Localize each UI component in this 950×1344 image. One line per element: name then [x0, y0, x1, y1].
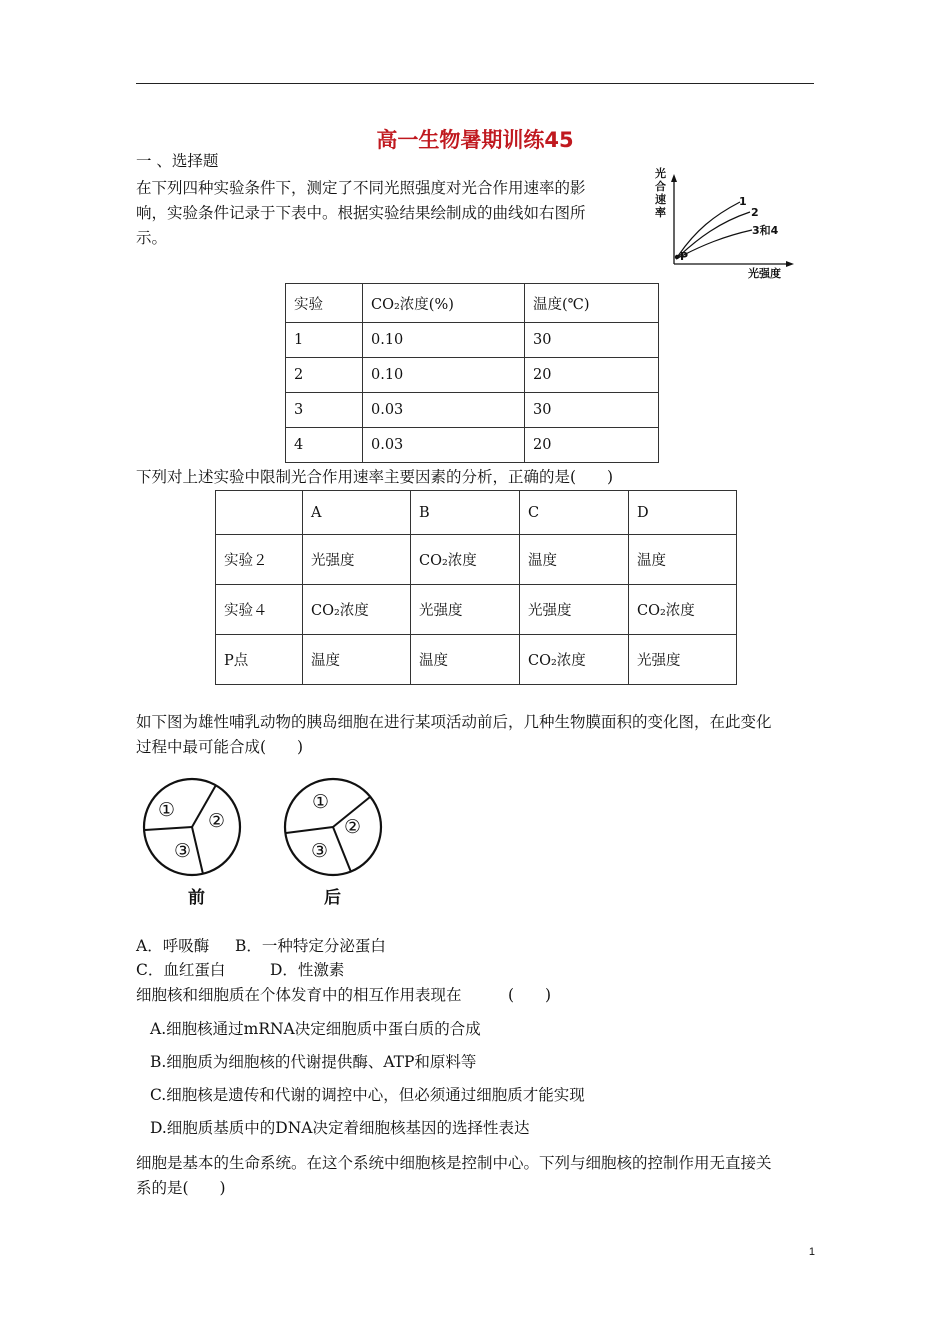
- table-cell: 光强度: [303, 535, 411, 585]
- graph-curve-label-1: 1: [739, 195, 747, 208]
- table-cell: 3: [286, 393, 363, 428]
- table-row: [286, 323, 659, 358]
- table-row: [286, 358, 659, 393]
- membrane-area-pies: [140, 775, 390, 915]
- page-number: 1: [808, 1246, 815, 1258]
- table-cell: 温度: [520, 535, 629, 585]
- analysis-header-cell: D: [629, 491, 737, 535]
- table-cell: 实验４: [216, 585, 303, 635]
- pie-before-label: 前: [188, 888, 205, 908]
- q1-stem-line-1: 在下列四种实验条件下，测定了不同光照强度对光合作用速率的影: [136, 179, 586, 197]
- table-cell: 20: [525, 358, 659, 393]
- conditions-header-cell: CO₂浓度(%): [363, 284, 525, 323]
- table-cell: 1: [286, 323, 363, 358]
- section-heading: 一 、选择题: [136, 152, 219, 170]
- header-rule: [136, 83, 814, 84]
- graph-ylabel-char-3: 速: [655, 193, 666, 206]
- analysis-header-cell: B: [411, 491, 520, 535]
- analysis-table-header-row: [216, 491, 737, 535]
- table-cell: CO₂浓度: [520, 635, 629, 685]
- table-cell: 温度: [411, 635, 520, 685]
- table-cell: 温度: [303, 635, 411, 685]
- graph-ylabel-char-1: 光: [655, 167, 666, 180]
- pie-before-segment-1: ①: [158, 799, 176, 821]
- q4-stem-line-2: 系的是( ): [136, 1179, 226, 1197]
- conditions-table-header-row: [286, 284, 659, 323]
- graph-x-arrow: [786, 261, 794, 267]
- q2-option-d[interactable]: D．性激素: [270, 961, 345, 979]
- graph-curve-label-2: 2: [751, 206, 759, 219]
- q2-option-a[interactable]: A．呼吸酶: [136, 937, 210, 955]
- q1-stem-line-3: 示。: [136, 229, 168, 247]
- table-cell: 实验２: [216, 535, 303, 585]
- photosynthesis-graph: [650, 160, 800, 285]
- q3-option-c[interactable]: C.细胞核是遗传和代谢的调控中心，但必须通过细胞质才能实现: [150, 1086, 585, 1104]
- graph-curve-label-3-4: 3和4: [752, 224, 779, 237]
- table-cell: 0.03: [363, 393, 525, 428]
- conditions-header-cell: 实验: [286, 284, 363, 323]
- analysis-header-cell: C: [520, 491, 629, 535]
- table-cell: 光强度: [411, 585, 520, 635]
- analysis-header-cell: A: [303, 491, 411, 535]
- table-cell: 4: [286, 428, 363, 463]
- pie-before: [144, 779, 240, 908]
- pie-before-segment-2: ②: [208, 810, 226, 832]
- analysis-table: [215, 490, 737, 685]
- table-cell: 光强度: [520, 585, 629, 635]
- q3-option-d[interactable]: D.细胞质基质中的DNA决定着细胞核基因的选择性表达: [150, 1119, 530, 1137]
- conditions-table: [285, 283, 659, 463]
- table-cell: CO₂浓度: [629, 585, 737, 635]
- pie-after-segment-2: ②: [344, 816, 362, 838]
- q3-option-b[interactable]: B.细胞质为细胞核的代谢提供酶、ATP和原料等: [150, 1053, 477, 1071]
- pie-after-segment-3: ③: [311, 840, 329, 862]
- table-cell: 温度: [629, 535, 737, 585]
- pie-after-label: 后: [324, 888, 341, 908]
- table-row: [286, 428, 659, 463]
- q1-question: 下列对上述实验中限制光合作用速率主要因素的分析，正确的是( ): [136, 468, 614, 486]
- q2-stem-line-2: 过程中最可能合成( ): [136, 738, 304, 756]
- table-cell: 20: [525, 428, 659, 463]
- table-cell: 0.03: [363, 428, 525, 463]
- graph-point-label: P: [680, 250, 689, 263]
- table-cell: CO₂浓度: [303, 585, 411, 635]
- table-cell: 30: [525, 393, 659, 428]
- table-cell: 0.10: [363, 323, 525, 358]
- table-cell: 30: [525, 323, 659, 358]
- pie-after-segment-1: ①: [312, 791, 330, 813]
- q2-option-b[interactable]: B．一种特定分泌蛋白: [235, 937, 386, 955]
- q2-option-c[interactable]: C．血红蛋白: [136, 961, 226, 979]
- graph-ylabel-char-2: 合: [655, 180, 666, 193]
- graph-y-arrow: [671, 174, 677, 182]
- table-cell: 2: [286, 358, 363, 393]
- pie-before-segment-3: ③: [174, 840, 192, 862]
- pie-after: [285, 779, 381, 908]
- table-row: [216, 585, 737, 635]
- page-title: 高一生物暑期训练45: [376, 128, 574, 152]
- conditions-header-cell: 温度(℃): [525, 284, 659, 323]
- q2-stem-line-1: 如下图为雄性哺乳动物的胰岛细胞在进行某项活动前后，几种生物膜面积的变化图，在此变化: [136, 713, 772, 731]
- table-row: [216, 635, 737, 685]
- table-row: [216, 535, 737, 585]
- q3-stem: 细胞核和细胞质在个体发育中的相互作用表现在 ( ): [136, 986, 552, 1004]
- q3-option-a[interactable]: A.细胞核通过mRNA决定细胞质中蛋白质的合成: [150, 1020, 481, 1038]
- table-cell: 光强度: [629, 635, 737, 685]
- table-cell: CO₂浓度: [411, 535, 520, 585]
- graph-xlabel: 光强度: [748, 267, 781, 280]
- q4-stem-line-1: 细胞是基本的生命系统。在这个系统中细胞核是控制中心。下列与细胞核的控制作用无直接关: [136, 1154, 772, 1172]
- graph-point-p: [675, 255, 679, 259]
- table-row: [286, 393, 659, 428]
- table-cell: P点: [216, 635, 303, 685]
- analysis-header-cell: [216, 491, 303, 535]
- q1-stem-line-2: 响，实验条件记录于下表中。根据实验结果绘制成的曲线如右图所: [136, 204, 586, 222]
- graph-ylabel-char-4: 率: [655, 206, 666, 219]
- table-cell: 0.10: [363, 358, 525, 393]
